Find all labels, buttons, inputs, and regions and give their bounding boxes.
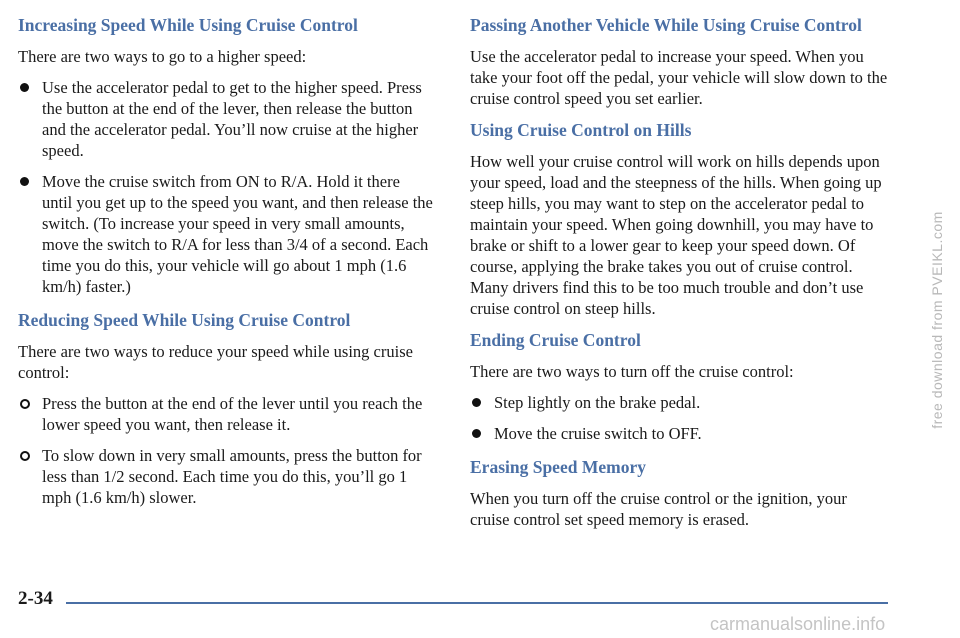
bottom-watermark: carmanualsonline.info xyxy=(710,614,886,634)
section-title-erasing: Erasing Speed Memory xyxy=(470,457,646,477)
reducing-speed-list xyxy=(18,393,433,508)
page-number: 2-34 xyxy=(18,588,53,609)
section-title-passing: Passing Another Vehicle While Using Cruise Control xyxy=(470,15,862,35)
bullet-icon xyxy=(20,177,29,186)
section-title-hills: Using Cruise Control on Hills xyxy=(470,120,692,140)
section-title-reducing-speed: Reducing Speed While Using Cruise Control xyxy=(18,310,351,330)
list-item: To slow down in very small amounts, press the button for less than 1/2 second. Each time you do this, you’ll go 1 mph (1.6 km/h) slower. xyxy=(18,445,433,508)
erasing-body: When you turn off the cruise control or the ignition, your cruise control set speed memory is erased. xyxy=(470,489,847,529)
list-item: Step lightly on the brake pedal. xyxy=(470,392,890,413)
bullet-icon xyxy=(20,83,29,92)
bullet-icon xyxy=(20,451,30,461)
ending-list xyxy=(470,392,890,444)
hills-body: How well your cruise control will work on hills depends upon your speed, load and the steepness of the hills. When going up steep hills, you may want to step on the accelerator pedal to maintain your speed. When going downhill, you may have to brake or shift to a lower gear to keep your speed down. Of course, applying the brake takes you out of cruise control. Many drivers find this to be too much trouble and don’t use cruise control on steep hills. xyxy=(470,152,882,318)
left-column xyxy=(18,14,433,520)
bullet-icon xyxy=(472,398,481,407)
section-title-increasing-speed: Increasing Speed While Using Cruise Control xyxy=(18,15,358,35)
footer-rule xyxy=(66,602,888,604)
list-item: Press the button at the end of the lever until you reach the lower speed you want, then release it. xyxy=(18,393,433,435)
list-item: Move the cruise switch to OFF. xyxy=(470,423,890,444)
page-footer xyxy=(18,588,888,612)
increasing-speed-intro: There are two ways to go to a higher speed: xyxy=(18,47,307,66)
reducing-speed-intro: There are two ways to reduce your speed while using cruise control: xyxy=(18,342,413,382)
bullet-icon xyxy=(472,429,481,438)
list-item: Move the cruise switch from ON to R/A. Hold it there until you get up to the speed you want, and then release the switch. (To increase your speed in very small amounts, move the switch to R/A for less than 3/4 of a second. Each time you do this, your vehicle will go about 1 mph (1.6 km/h) faster.) xyxy=(18,171,433,297)
ending-intro: There are two ways to turn off the cruise control: xyxy=(470,362,794,381)
bullet-icon xyxy=(20,399,30,409)
list-item: Use the accelerator pedal to get to the higher speed. Press the button at the end of the lever, then release the button and the accelerator pedal. You’ll now cruise at the higher speed. xyxy=(18,77,433,161)
passing-body: Use the accelerator pedal to increase your speed. When you take your foot off the pedal, your vehicle will slow down to the cruise control speed you set earlier. xyxy=(470,47,888,108)
right-column xyxy=(470,14,890,540)
section-title-ending: Ending Cruise Control xyxy=(470,330,641,350)
side-watermark: free download from PVEIKL.com xyxy=(929,211,946,429)
increasing-speed-list xyxy=(18,77,433,297)
